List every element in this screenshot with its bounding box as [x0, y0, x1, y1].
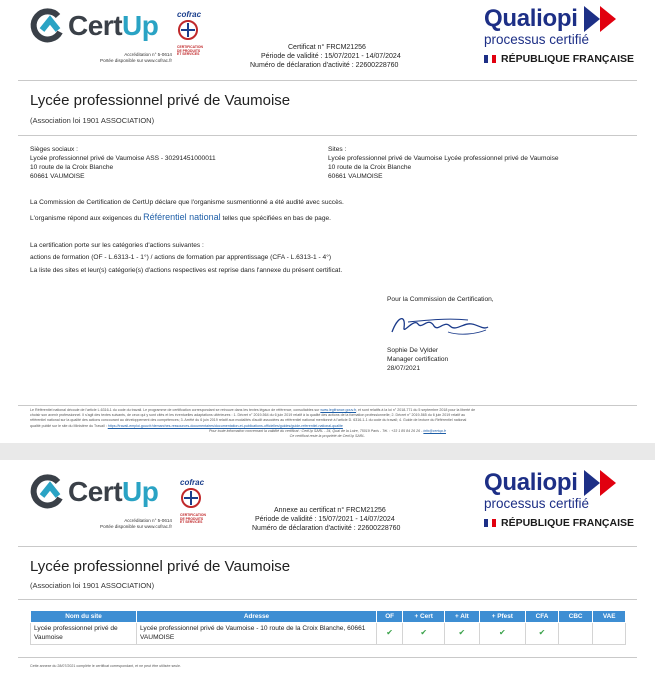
certificate-number: Certificat n° FRCM21256 [288, 44, 366, 51]
head-office-line: Lycée professionnel privé de Vaumoise ASS - 30291451000011 [30, 154, 216, 162]
col-cert: + Cert [403, 611, 445, 623]
head-office-line: 10 route de la Croix Blanche [30, 163, 114, 171]
requirements-statement [30, 211, 331, 224]
table-header-row [31, 611, 626, 623]
qualiopi-arrows-icon [582, 4, 620, 34]
qualiopi-word: Qualiopi [484, 469, 578, 496]
cofrac-emblem-icon [177, 19, 199, 41]
sites-line: Lycée professionnel privé de Vaumoise Lycée professionnel privé de Vaumoise [328, 154, 559, 162]
republique-francaise [484, 53, 634, 65]
annex-footnote: Cette annexe du 28/07/2021 complète le certificat correspondant, et ne peut être utilisée seule. [30, 664, 182, 668]
accreditation-number: Accréditation n° 5-0614 [124, 52, 172, 57]
certup-brand-right: Up [122, 10, 159, 41]
footer-divider [18, 405, 637, 406]
categories-intro: La certification porte sur les catégories d'actions suivantes : [30, 242, 204, 249]
signatory-role: Manager certification [387, 355, 449, 363]
cofrac-word: cofrac [177, 10, 202, 19]
certup-brand-left: Cert [68, 10, 123, 41]
col-cbc: CBC [558, 611, 593, 623]
certificate-validity: Période de validité : 15/07/2021 - 14/07/2024 [261, 53, 401, 61]
accreditation-scope: Portée disponible sur www.cofrac.fr [100, 57, 172, 63]
certup-logo [28, 474, 158, 510]
col-cfa: CFA [526, 611, 559, 623]
sites-line: 60661 VAUMOISE [328, 172, 383, 180]
commission-label: Pour la Commission de Certification, [387, 296, 494, 303]
organization-name: Lycée professionnel privé de Vaumoise [30, 558, 291, 575]
certificate-meta [250, 43, 401, 70]
head-office-label: Sièges sociaux : [30, 146, 79, 153]
audit-statement: La Commission de Certification de CertUp déclare que l'organisme susmentionné a été audité avec succès. [30, 199, 344, 206]
requirements-post: telles que spécifiées en bas de page. [222, 215, 331, 222]
annex-page [0, 460, 655, 700]
header-divider [18, 546, 637, 547]
certup-logo [28, 8, 158, 44]
title-divider [18, 135, 637, 136]
french-flag-icon [484, 519, 496, 527]
empty-cell [593, 623, 626, 645]
accreditation-note [72, 518, 172, 529]
check-icon: ✔ [377, 623, 403, 645]
accreditation-note [72, 52, 172, 63]
ministry-guide-link[interactable]: https://travail-emploi.gouv.fr/demarches-ressources-documentaires/documentation-et-publications-officielles/guides/guide-referentiel-national-qualite [107, 423, 343, 428]
check-icon: ✔ [479, 623, 526, 645]
republique-label: RÉPUBLIQUE FRANÇAISE [501, 517, 635, 529]
footer-divider [18, 657, 637, 658]
site-name-cell: Lycée professionnel privé de Vaumoise [31, 623, 137, 645]
table-row [31, 623, 626, 645]
certup-brand-left: Cert [68, 476, 123, 507]
qualiopi-logo [484, 4, 634, 65]
title-divider [18, 599, 637, 600]
republique-francaise [484, 517, 634, 529]
col-address: Adresse [137, 611, 377, 623]
col-of: OF [377, 611, 403, 623]
cofrac-caption: CERTIFICATION DE PRODUITS ET SERVICES [180, 513, 206, 525]
sites-label: Sites : [328, 146, 347, 153]
accreditation-scope: Portée disponible sur www.cofrac.fr [100, 523, 172, 529]
check-icon: ✔ [445, 623, 479, 645]
cofrac-logo [177, 10, 205, 57]
annex-validity: Période de validité : 15/07/2021 - 14/07/2024 [255, 516, 395, 524]
organization-legal-form: (Association loi 1901 ASSOCIATION) [30, 116, 155, 125]
categories-list: actions de formation (OF - L.6313-1 - 1°) / actions de formation par apprentissage (CFA - L.6313-1 - 4°) [30, 254, 332, 261]
certup-mark-icon [28, 8, 68, 44]
french-flag-icon [484, 55, 496, 63]
accreditation-number: Accréditation n° 5-0614 [124, 518, 172, 523]
col-pfest: + Pfest [479, 611, 526, 623]
signatory-name: Sophie De Vylder [387, 347, 439, 354]
check-icon: ✔ [526, 623, 559, 645]
qualiopi-subtitle: processus certifié [484, 496, 590, 511]
annex-note: La liste des sites et leur(s) catégorie(s) d'actions respectives est reprise dans l'annexe du présent certificat. [30, 267, 343, 274]
header-divider [18, 80, 637, 81]
certup-brand-right: Up [122, 476, 159, 507]
handwritten-signature [388, 310, 493, 340]
sites-block [328, 146, 559, 182]
head-office-block [30, 146, 216, 182]
annex-declaration-number: Numéro de déclaration d'activité : 22600228760 [252, 525, 401, 533]
requirements-pre: L'organisme répond aux exigences du [30, 215, 142, 222]
organization-name: Lycée professionnel privé de Vaumoise [30, 92, 291, 109]
annex-meta [252, 506, 400, 533]
sites-table [30, 610, 626, 645]
col-site-name: Nom du site [31, 611, 137, 623]
col-alt: + Alt [445, 611, 479, 623]
signature-date: 28/07/2021 [387, 364, 421, 372]
annex-certificate-number: Annexe au certificat n° FRCM21256 [274, 507, 386, 514]
legifrance-link[interactable]: www.legifrance.gouv.fr [320, 408, 357, 412]
signatory-block [387, 347, 448, 374]
referentiel-national-link[interactable]: Référentiel national [143, 212, 221, 222]
head-office-line: 60661 VAUMOISE [30, 172, 85, 180]
address-cell: Lycée professionnel privé de Vaumoise - 10 route de la Croix Blanche, 60661 VAUMOISE [137, 623, 377, 645]
cofrac-caption: CERTIFICATION DE PRODUITS ET SERVICES [177, 45, 203, 57]
declaration-number: Numéro de déclaration d'activité : 22600228760 [250, 62, 399, 70]
col-vae: VAE [593, 611, 626, 623]
qualiopi-subtitle: processus certifié [484, 32, 590, 47]
legal-footnote: Le Référentiel national découle de l'article L.6316-1 du code du travail. Le programme de certification correspondant se retrouve dans les textes légaux de référence, consultables sur www.legifrance.gouv.fr, et sont relatifs à la loi n° 2018-771 du 5 septembre 2018 pour la liberté de choisir son avenir professionnel. Il s'agit des textes suivants, de ceux qui y sont cités et les éventuelles adaptations ultérieures : 1. Décret n° 2019-564 du 6 juin 2019 relatif à la qualité des actions de la formation professionnelle; 2. Décret n° 2019-565 du 6 juin 2019 relatif au référentiel national sur la qualité des actions concourant au développement des compétences; 3. Arrêté du 6 juin 2019 relatif aux modalités d'audit associées au référentiel national mentionné à l'article D. 6316-1-1 du code du travail; 4. Guide de lecture du Référentiel national qualité publié sur le site du Ministère du Travail : https://travail-emploi.gouv.fr/demarches-ressources-documentaires/documentation-et-publications-officielles/guides/guide-referentiel-national-qualite Pour toute information concernant la validité du certificat : CertUp SARL - 34, Quai de la Loire, 75019 Paris - Tél. : +33 1 85 84 26 26 - info@certup.fr Ce certificat reste la propriété de CertUp SARL. [30, 408, 476, 439]
republique-label: RÉPUBLIQUE FRANÇAISE [501, 53, 635, 65]
cofrac-word: cofrac [180, 478, 205, 487]
sites-line: 10 route de la Croix Blanche [328, 163, 412, 171]
certup-mark-icon [28, 474, 68, 510]
qualiopi-word: Qualiopi [484, 5, 578, 32]
cofrac-logo [180, 478, 208, 525]
qualiopi-logo [484, 468, 634, 529]
cofrac-emblem-icon [180, 487, 202, 509]
organization-legal-form: (Association loi 1901 ASSOCIATION) [30, 581, 155, 590]
empty-cell [558, 623, 593, 645]
qualiopi-arrows-icon [582, 468, 620, 498]
certup-email-link[interactable]: info@certup.fr [423, 428, 446, 433]
check-icon: ✔ [403, 623, 445, 645]
